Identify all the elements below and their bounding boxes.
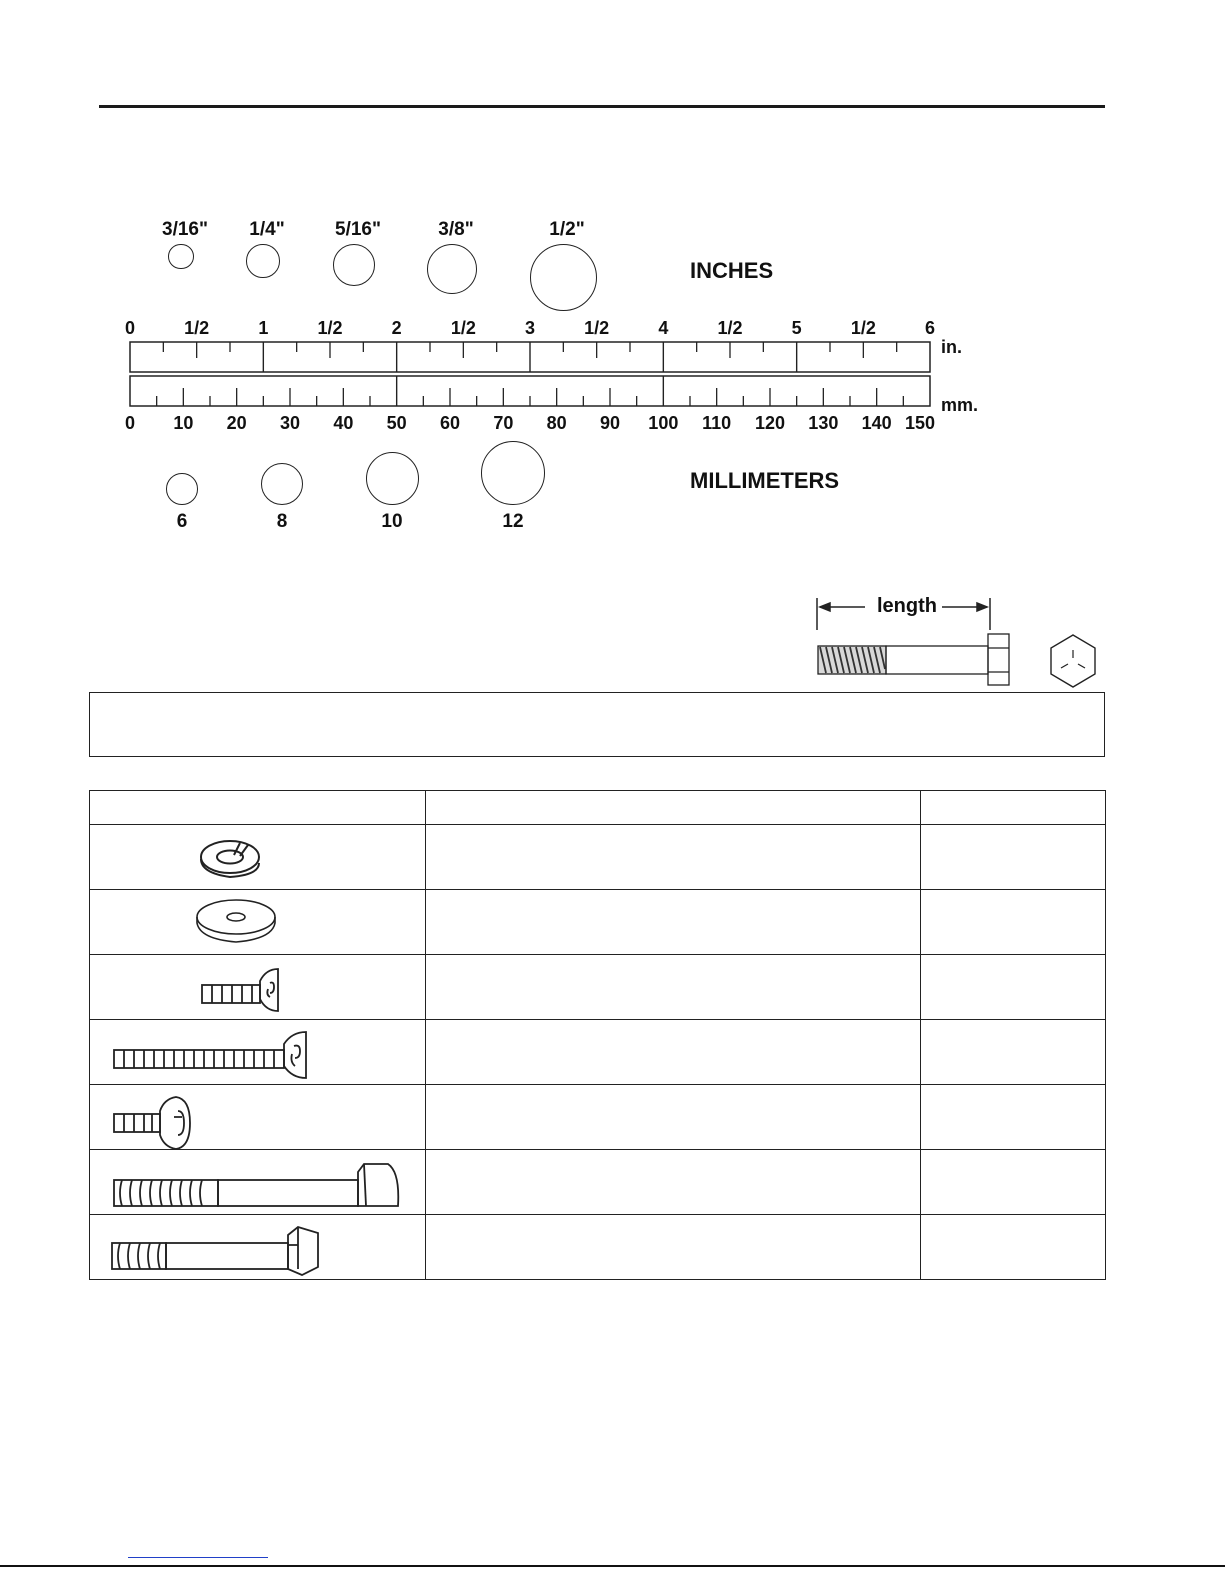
flat-washer-icon xyxy=(90,890,426,954)
header-cell-description xyxy=(426,791,921,825)
inch-size-label: 3/16" xyxy=(162,219,208,240)
inch-tick-label: 1/2 xyxy=(850,318,876,338)
mm-tick-label: 40 xyxy=(333,413,354,433)
table-row xyxy=(90,825,1106,890)
mm-tick-label: 50 xyxy=(386,413,407,433)
mm-size-circle xyxy=(366,452,419,505)
mm-tick-label: 130 xyxy=(808,413,839,433)
mm-tick-label: 120 xyxy=(754,413,786,433)
inch-tick-label: 1/2 xyxy=(717,318,743,338)
inch-tick-label: 4 xyxy=(658,318,669,338)
hex-bolt-long-icon xyxy=(90,1150,426,1214)
header-cell-picture xyxy=(90,791,426,825)
hardware-table xyxy=(89,790,1106,1280)
inch-tick-label: 1/2 xyxy=(317,318,343,338)
inch-size-label: 3/8" xyxy=(438,219,474,240)
mm-tick-label: 60 xyxy=(439,413,461,433)
lock-washer-icon xyxy=(90,825,426,889)
long-phillips-screw-icon xyxy=(90,1020,426,1084)
inch-unit-label: in. xyxy=(941,337,962,357)
inch-size-label: 1/2" xyxy=(549,219,585,240)
mm-size-label: 10 xyxy=(381,511,403,532)
table-header-row xyxy=(90,791,1106,825)
note-box xyxy=(89,692,1105,757)
inch-tick-label: 1/2 xyxy=(584,318,610,338)
mm-unit-label: mm. xyxy=(941,395,979,415)
ruler xyxy=(0,0,1225,440)
table-row xyxy=(90,1150,1106,1215)
mm-size-label: 12 xyxy=(502,511,524,532)
mm-tick-label: 20 xyxy=(226,413,247,433)
inch-tick-label: 1 xyxy=(258,318,269,338)
mm-size-circle xyxy=(261,463,303,505)
bottom-rule xyxy=(0,1565,1225,1567)
inch-tick-label: 1/2 xyxy=(184,318,210,338)
inch-tick-label: 2 xyxy=(391,318,402,338)
hex-head-icon xyxy=(1045,632,1101,690)
inch-tick-label: 3 xyxy=(524,318,536,338)
inch-tick-label: 0 xyxy=(124,318,136,338)
table-row xyxy=(90,1215,1106,1280)
mm-size-circle xyxy=(481,441,545,505)
table-row xyxy=(90,955,1106,1020)
mm-tick-label: 100 xyxy=(648,413,679,433)
mm-tick-label: 110 xyxy=(702,413,732,433)
inch-tick-label: 5 xyxy=(791,318,802,338)
inch-size-label: 5/16" xyxy=(335,219,381,240)
mm-tick-label: 80 xyxy=(546,413,567,433)
inch-size-label: 1/4" xyxy=(249,219,285,240)
short-phillips-screw-icon xyxy=(90,955,426,1019)
mm-tick-label: 150 xyxy=(904,413,936,433)
hex-bolt-short-icon xyxy=(90,1215,426,1279)
table-row xyxy=(90,1085,1106,1150)
inch-tick-label: 1/2 xyxy=(450,318,476,338)
length-label: length xyxy=(873,596,941,616)
bolt-icon xyxy=(818,634,1009,685)
mm-size-label: 6 xyxy=(176,511,188,532)
mm-size-circle xyxy=(166,473,198,505)
inch-tick-label: 6 xyxy=(924,318,936,338)
mm-tick-label: 140 xyxy=(861,413,892,433)
header-cell-quantity xyxy=(921,791,1106,825)
mm-tick-label: 10 xyxy=(173,413,194,433)
mm-tick-label: 0 xyxy=(124,413,136,433)
millimeters-heading: MILLIMETERS xyxy=(690,468,840,493)
footer-link-underline[interactable] xyxy=(128,1557,268,1558)
pan-head-screw-icon xyxy=(90,1085,426,1149)
inches-heading: INCHES xyxy=(690,258,774,283)
mm-tick-label: 70 xyxy=(493,413,514,433)
table-row xyxy=(90,1020,1106,1085)
table-row xyxy=(90,890,1106,955)
mm-tick-label: 90 xyxy=(599,413,621,433)
mm-tick-label: 30 xyxy=(279,413,301,433)
mm-size-label: 8 xyxy=(276,511,288,532)
